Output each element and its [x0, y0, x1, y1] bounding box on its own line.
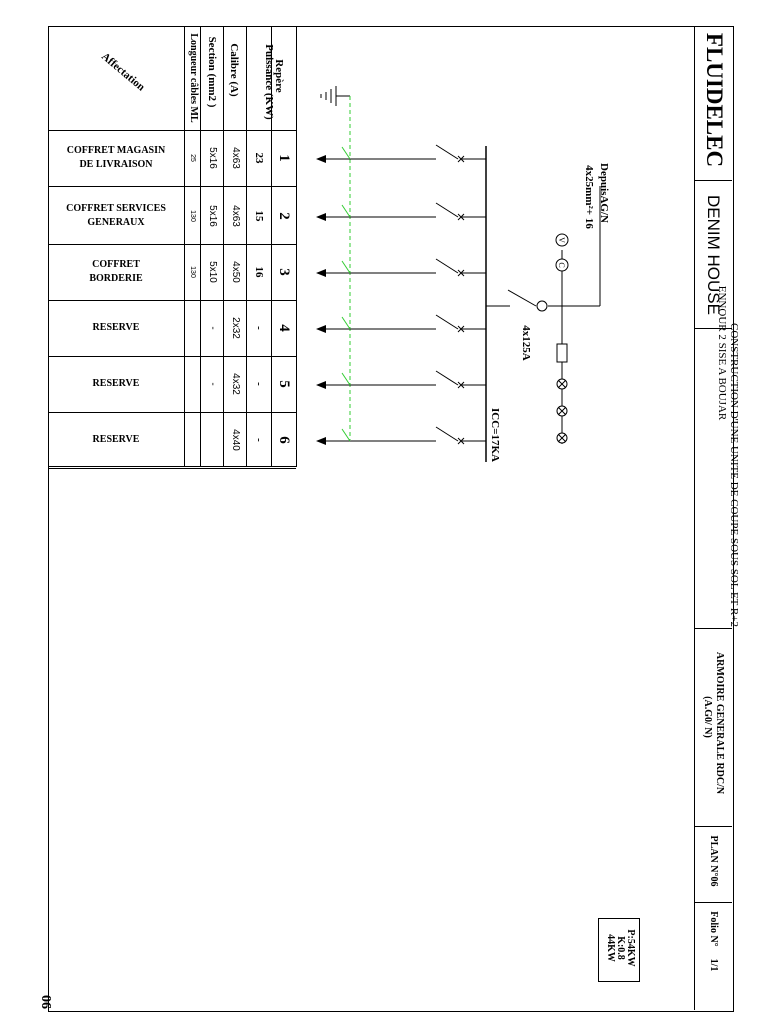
cell-repere: 5	[275, 380, 292, 388]
cell-calibre: 2x32	[229, 317, 241, 339]
cell-puissance: 15	[252, 210, 265, 222]
affectation-line-1: COFFRET SERVICES	[66, 203, 166, 214]
cell-affectation	[52, 130, 180, 186]
voltmeter-label: V	[557, 237, 566, 243]
affectation-line-2: BORDERIE	[89, 273, 143, 284]
outgoing-arrow-icon	[316, 437, 326, 445]
feeder-circuit	[316, 145, 486, 163]
header-repere: Repère	[273, 59, 285, 93]
affectation-line-1: COFFRET MAGASIN	[66, 145, 166, 156]
table-row-separator	[48, 186, 296, 187]
feeder-circuit	[316, 259, 486, 277]
summary-result: 44KW	[605, 934, 616, 962]
ground-symbol-icon	[321, 86, 350, 106]
cell-puissance: -	[252, 382, 265, 386]
cell-longueur	[184, 308, 200, 348]
affectation-line-1: RESERVE	[92, 322, 140, 333]
table-column-divider	[246, 26, 247, 466]
cell-affectation	[52, 300, 180, 356]
affectation-line-2: GENERAUX	[87, 217, 145, 228]
cell-repere: 2	[275, 212, 292, 220]
supply-cable: 4x25mm²+ 16	[583, 165, 595, 229]
cell-section: 5x10	[206, 261, 218, 283]
affectation-line-2: DE LIVRAISON	[79, 159, 153, 170]
cell-calibre: 4x63	[229, 205, 241, 227]
panel-name-line-1: ARMOIRE GENERALE RDC/N	[714, 651, 725, 795]
company-name: FLUIDELEC	[702, 32, 727, 168]
feeder-circuit	[316, 203, 486, 221]
cell-longueur: 130	[189, 266, 196, 278]
cell-calibre: 4x50	[229, 261, 241, 283]
cell-repere: 3	[275, 268, 292, 276]
cell-puissance: -	[252, 438, 265, 442]
affectation-line-1: RESERVE	[92, 378, 140, 389]
outgoing-arrow-icon	[316, 213, 326, 221]
cell-longueur: 25	[189, 154, 196, 162]
cell-section: -	[206, 326, 218, 330]
feeder-circuit	[316, 427, 486, 445]
page-number: 06	[38, 995, 53, 1009]
cell-affectation	[52, 244, 180, 300]
cell-puissance: 23	[252, 152, 265, 164]
panel-name-line-2: (A.G0/ N)	[702, 696, 713, 738]
feeder-circuit	[316, 371, 486, 389]
outgoing-arrow-icon	[316, 381, 326, 389]
cell-affectation	[52, 356, 180, 412]
main-breaker-rating: 4x125A	[520, 325, 532, 361]
cell-section: 5x16	[206, 147, 218, 169]
cell-affectation	[52, 188, 180, 244]
short-circuit-rating: ICC=17KA	[489, 408, 501, 462]
cell-longueur	[184, 364, 200, 404]
ammeter-icon	[556, 259, 568, 271]
cell-section: 5x16	[206, 205, 218, 227]
header-calibre: Calibre (A)	[228, 43, 240, 97]
folio-label: Folio N°	[708, 911, 719, 947]
project-line-2: ENNOUR 2 SISE A BOUJAR	[716, 285, 728, 421]
cell-longueur: 130	[189, 210, 196, 222]
header-section: Section (mm2 )	[206, 36, 218, 108]
outgoing-arrow-icon	[316, 269, 326, 277]
feeder-circuit	[316, 315, 486, 333]
affectation-line-1: RESERVE	[92, 434, 140, 445]
header-affectation: Affectation	[99, 50, 147, 94]
cell-calibre: 4x63	[229, 147, 241, 169]
cell-section: -	[206, 382, 218, 386]
header-puissance: Puissance (KW)	[263, 44, 275, 120]
plan-number: PLAN N°06	[708, 835, 719, 887]
cell-repere: 6	[275, 436, 292, 444]
cell-longueur	[184, 420, 200, 460]
folio-value: 1/1	[708, 958, 719, 972]
header-longueur: Longueur câbles ML	[188, 33, 199, 123]
supply-source: DepuisAG/N	[598, 163, 610, 223]
ammeter-label: C	[557, 262, 566, 268]
indicator-lamp-icon	[557, 379, 567, 389]
outgoing-arrow-icon	[316, 155, 326, 163]
outgoing-arrow-icon	[316, 325, 326, 333]
project-line-1: CONSTRUCTION D'UNE UNITE DE COUPE SOUS SOL ET R+2	[728, 323, 740, 627]
client-name: DENIM HOUSE	[704, 195, 723, 315]
indicator-lamp-icon	[557, 406, 567, 416]
fuse-icon	[557, 344, 567, 362]
main-breaker-icon	[486, 290, 547, 311]
cell-section	[204, 420, 220, 460]
summary-power: P:54KW	[625, 929, 636, 967]
cell-calibre: 4x40	[229, 429, 241, 451]
summary-factor: K:0.8	[615, 936, 626, 960]
table-row-separator	[48, 468, 296, 469]
cell-repere: 1	[275, 154, 292, 162]
cell-puissance: 16	[252, 266, 265, 278]
cell-calibre: 4x32	[229, 373, 241, 395]
affectation-line-1: COFFRET	[92, 259, 140, 270]
cell-affectation	[52, 412, 180, 468]
cell-puissance: -	[252, 326, 265, 330]
indicator-lamp-icon	[557, 433, 567, 443]
cell-repere: 4	[275, 324, 292, 332]
